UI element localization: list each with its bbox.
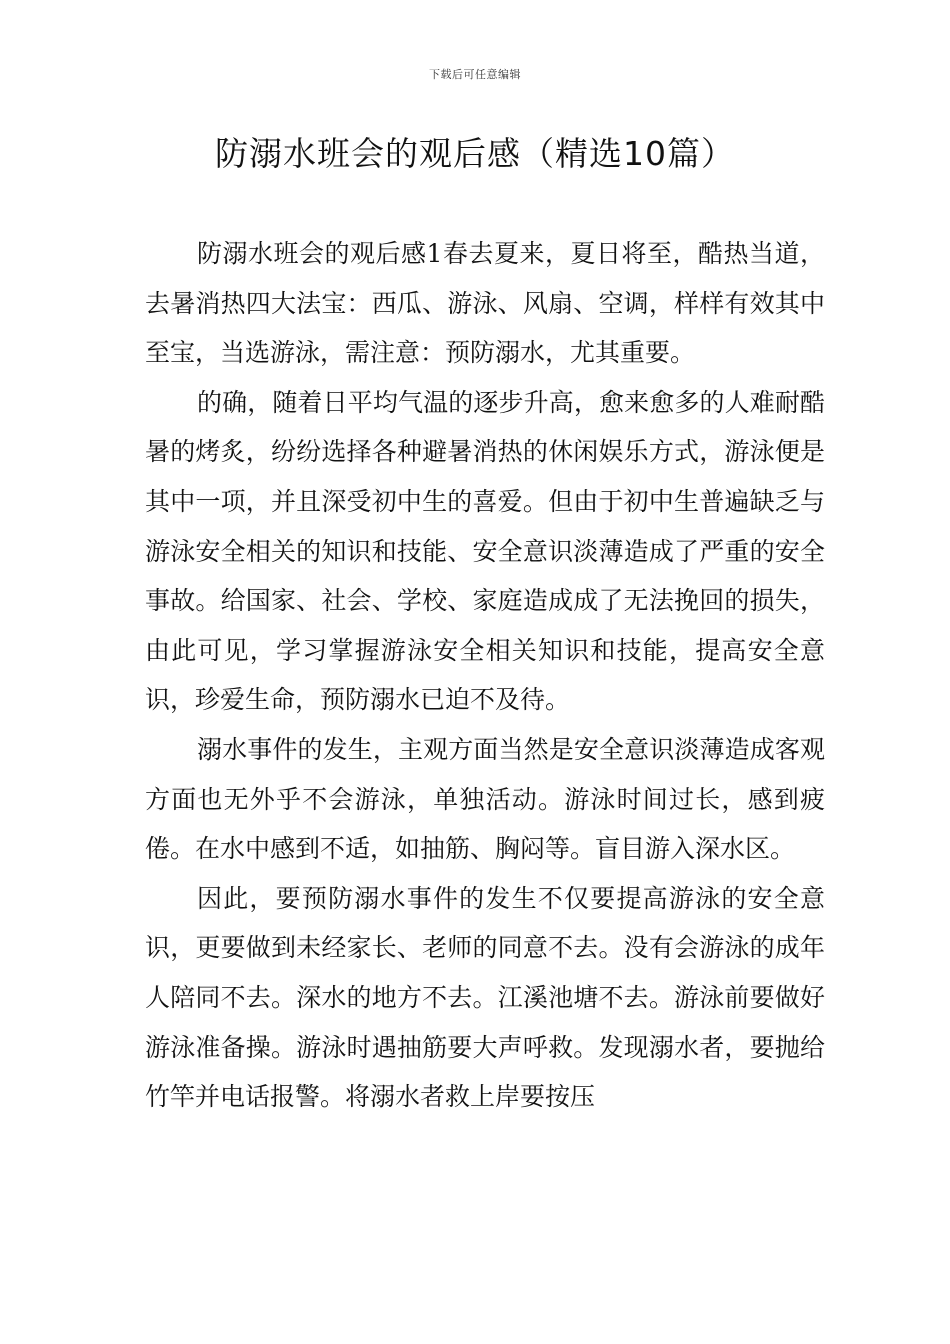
document-title: 防溺水班会的观后感（精选10篇） bbox=[215, 134, 735, 173]
paragraph-3: 溺水事件的发生，主观方面当然是安全意识淡薄造成客观方面也无外乎不会游泳，单独活动。游泳时间过长，感到疲倦。在水中感到不适，如抽筋、胸闷等。盲目游入深水区。 bbox=[145, 734, 825, 864]
paragraph-4: 因此，要预防溺水事件的发生不仅要提高游泳的安全意识，更要做到未经家长、老师的同意不去。没有会游泳的成年人陪同不去。深水的地方不去。江溪池塘不去。游泳前要做好游泳准备操。游泳时遇抽筋要大声呼救。发现溺水者，要抛给竹竿并电话报警。将溺水者救上岸要按压 bbox=[145, 883, 825, 1112]
paragraph-1: 防溺水班会的观后感1春去夏来，夏日将至，酷热当道，去暑消热四大法宝：西瓜、游泳、风扇、空调，样样有效其中至宝，当选游泳，需注意：预防溺水，尤其重要。 bbox=[145, 239, 825, 368]
document-body bbox=[145, 229, 825, 1122]
header-note: 下载后可任意编辑 bbox=[429, 68, 521, 81]
paragraph-2: 的确，随着日平均气温的逐步升高，愈来愈多的人难耐酷暑的烤炙，纷纷选择各种避暑消热的休闲娱乐方式，游泳便是其中一项，并且深受初中生的喜爱。但由于初中生普遍缺乏与游泳安全相关的知识和技能、安全意识淡薄造成了严重的安全事故。给国家、社会、学校、家庭造成成了无法挽回的损失，由此可见，学习掌握游泳安全相关知识和技能，提高安全意识，珍爱生命，预防溺水已迫不及待。 bbox=[145, 387, 825, 715]
